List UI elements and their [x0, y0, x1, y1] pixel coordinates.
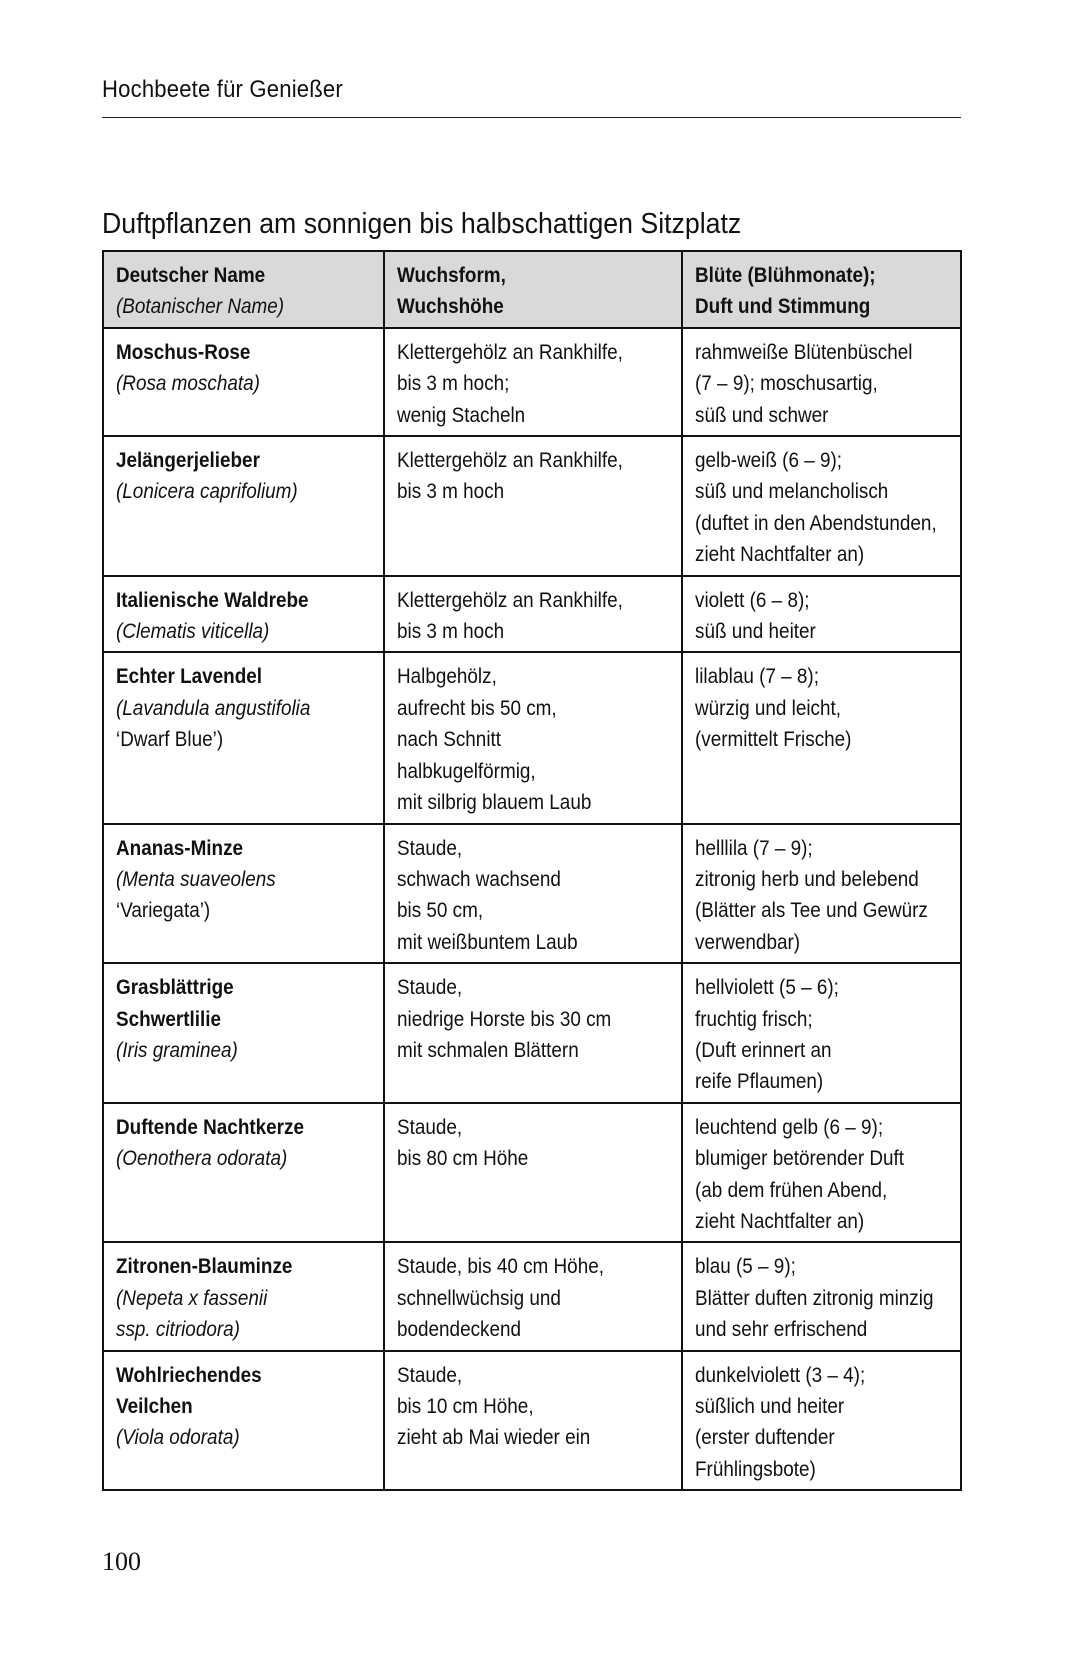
botanical-name: (Viola odorata): [116, 1426, 240, 1450]
growth-text: zieht ab Mai wieder ein: [397, 1426, 591, 1450]
bloom-text: süß und melancholisch: [694, 480, 889, 504]
growth-cell: [384, 328, 682, 436]
bloom-text: (Duft erinnert an: [694, 1038, 832, 1062]
table-row: [103, 436, 961, 576]
name-cell: [103, 824, 384, 964]
name-cell: [103, 328, 384, 436]
table-body: [103, 328, 961, 1490]
botanical-name: ssp. citriodora): [116, 1318, 240, 1342]
growth-text: bis 80 cm Höhe: [397, 1147, 529, 1171]
bloom-text: zitronig herb und belebend: [694, 867, 919, 891]
header-growth: Wuchsform,: [397, 264, 507, 287]
growth-text: Staude,: [397, 836, 463, 860]
table-row: [103, 963, 961, 1103]
growth-text: Klettergehölz an Rankhilfe,: [397, 340, 624, 364]
header-name-cell: [103, 251, 384, 328]
name-cell: [103, 1242, 384, 1350]
name-cell: [103, 436, 384, 576]
bloom-cell: [682, 1351, 961, 1491]
bloom-text: Blätter duften zitronig minzig: [694, 1286, 934, 1310]
growth-text: bodendeckend: [397, 1318, 522, 1342]
header-bloom-cell: [682, 251, 961, 328]
bloom-text: (duftet in den Abendstunden,: [694, 511, 937, 535]
bloom-text: Frühlingsbote): [694, 1457, 816, 1481]
plant-name: Zitronen-Blauminze: [116, 1255, 293, 1279]
table-row: [103, 1351, 961, 1491]
growth-text: wenig Stacheln: [397, 403, 526, 427]
bloom-cell: [682, 328, 961, 436]
growth-text: Staude,: [397, 976, 463, 1000]
bloom-text: (erster duftender: [694, 1426, 835, 1450]
table-row: [103, 652, 961, 823]
bloom-text: gelb-weiß (6 – 9);: [694, 449, 843, 473]
bloom-text: blumiger betörender Duft: [694, 1147, 905, 1171]
growth-cell: [384, 824, 682, 964]
growth-text: niedrige Horste bis 30 cm: [397, 1007, 612, 1031]
bloom-cell: [682, 824, 961, 964]
bloom-text: reife Pflaumen): [694, 1070, 824, 1094]
growth-cell: [384, 1103, 682, 1243]
table-title: Duftpflanzen am sonnigen bis halbschattigen Sitzplatz: [102, 208, 742, 240]
botanical-name: (Lavandula angustifolia: [116, 696, 311, 720]
growth-text: mit weißbuntem Laub: [397, 930, 578, 954]
botanical-name: (Oenothera odorata): [116, 1147, 288, 1171]
growth-text: bis 3 m hoch;: [397, 372, 510, 396]
name-cell: [103, 1103, 384, 1243]
bloom-text: (vermittelt Frische): [694, 728, 852, 752]
table-row: [103, 1242, 961, 1350]
growth-text: halbkugelförmig,: [397, 759, 536, 783]
botanical-name: (Rosa moschata): [116, 372, 260, 396]
table-row: [103, 576, 961, 653]
bloom-text: dunkelviolett (3 – 4);: [694, 1363, 866, 1387]
growth-text: mit silbrig blauem Laub: [397, 791, 592, 815]
header-scent: Duft und Stimmung: [694, 295, 871, 319]
plant-name: Veilchen: [116, 1395, 193, 1418]
bloom-cell: [682, 1242, 961, 1350]
bloom-text: violett (6 – 8);: [694, 588, 810, 612]
plant-table: [102, 250, 962, 1491]
running-head: Hochbeete für Genießer: [102, 76, 343, 103]
bloom-text: hellviolett (5 – 6);: [694, 976, 839, 1000]
bloom-cell: [682, 576, 961, 653]
growth-text: bis 3 m hoch: [397, 620, 505, 644]
growth-text: bis 3 m hoch: [397, 480, 505, 504]
growth-cell: [384, 1351, 682, 1491]
bloom-text: zieht Nachtfalter an): [694, 543, 865, 567]
bloom-text: würzig und leicht,: [694, 696, 841, 720]
plant-name: Echter Lavendel: [116, 665, 263, 689]
bloom-text: zieht Nachtfalter an): [694, 1209, 865, 1233]
growth-text: bis 10 cm Höhe,: [397, 1395, 534, 1418]
plant-name: Wohlriechendes: [116, 1363, 262, 1387]
bloom-text: leuchtend gelb (6 – 9);: [694, 1115, 884, 1139]
growth-text: Staude,: [397, 1115, 463, 1139]
table-row: [103, 824, 961, 964]
header-rule: [102, 117, 961, 118]
name-cell: [103, 576, 384, 653]
bloom-text: verwendbar): [694, 930, 800, 954]
plant-name: Jelängerjelieber: [116, 449, 260, 473]
header-growth-cell: [384, 251, 682, 328]
bloom-text: süßlich und heiter: [694, 1395, 845, 1418]
bloom-text: helllila (7 – 9);: [694, 836, 813, 860]
header-height: Wuchshöhe: [397, 295, 504, 319]
table-row: [103, 328, 961, 436]
botanical-name: (Iris graminea): [116, 1038, 238, 1062]
page-number: 100: [102, 1547, 141, 1576]
name-cell: [103, 652, 384, 823]
table-header-row: [103, 251, 961, 328]
name-cell: [103, 963, 384, 1103]
bloom-text: lilablau (7 – 8);: [694, 665, 819, 689]
bloom-text: fruchtig frisch;: [694, 1007, 813, 1031]
growth-cell: [384, 652, 682, 823]
cultivar-name: ‘Dwarf Blue’): [116, 728, 224, 752]
growth-text: Halbgehölz,: [397, 665, 497, 689]
bloom-text: (ab dem frühen Abend,: [694, 1178, 888, 1202]
growth-text: schwach wachsend: [397, 867, 562, 891]
name-cell: [103, 1351, 384, 1491]
growth-cell: [384, 576, 682, 653]
growth-text: Klettergehölz an Rankhilfe,: [397, 449, 624, 473]
growth-text: Staude,: [397, 1363, 463, 1387]
bloom-text: süß und heiter: [694, 620, 816, 644]
bloom-text: süß und schwer: [694, 403, 829, 427]
growth-cell: [384, 963, 682, 1103]
bloom-cell: [682, 1103, 961, 1243]
plant-name: Ananas-Minze: [116, 836, 244, 860]
plant-name: Italienische Waldrebe: [116, 588, 309, 612]
bloom-text: und sehr erfrischend: [694, 1318, 868, 1342]
growth-text: bis 50 cm,: [397, 899, 484, 923]
growth-text: schnellwüchsig und: [397, 1286, 562, 1310]
bloom-cell: [682, 963, 961, 1103]
plant-name: Moschus-Rose: [116, 340, 251, 364]
botanical-name: (Clematis viticella): [116, 620, 270, 644]
growth-text: nach Schnitt: [397, 728, 502, 752]
growth-cell: [384, 436, 682, 576]
growth-text: Staude, bis 40 cm Höhe,: [397, 1255, 605, 1279]
botanical-name: (Menta suaveolens: [116, 867, 276, 891]
header-name: Deutscher Name: [116, 264, 266, 287]
header-bloom: Blüte (Blühmonate);: [694, 264, 876, 287]
growth-cell: [384, 1242, 682, 1350]
growth-text: aufrecht bis 50 cm,: [397, 696, 557, 720]
botanical-name: (Lonicera caprifolium): [116, 480, 298, 504]
plant-name: Schwertlilie: [116, 1007, 222, 1031]
growth-text: mit schmalen Blättern: [397, 1038, 579, 1062]
bloom-text: blau (5 – 9);: [694, 1255, 796, 1279]
table-row: [103, 1103, 961, 1243]
bloom-text: (Blätter als Tee und Gewürz: [694, 899, 928, 923]
growth-text: Klettergehölz an Rankhilfe,: [397, 588, 624, 612]
header-botanical: (Botanischer Name): [116, 295, 285, 319]
plant-name: Grasblättrige: [116, 976, 234, 1000]
bloom-text: (7 – 9); moschusartig,: [694, 372, 878, 396]
bloom-cell: [682, 652, 961, 823]
bloom-text: rahmweiße Blütenbüschel: [694, 340, 913, 364]
plant-name: Duftende Nachtkerze: [116, 1115, 305, 1139]
cultivar-name: ‘Variegata’): [116, 899, 211, 923]
botanical-name: (Nepeta x fassenii: [116, 1286, 268, 1310]
bloom-cell: [682, 436, 961, 576]
